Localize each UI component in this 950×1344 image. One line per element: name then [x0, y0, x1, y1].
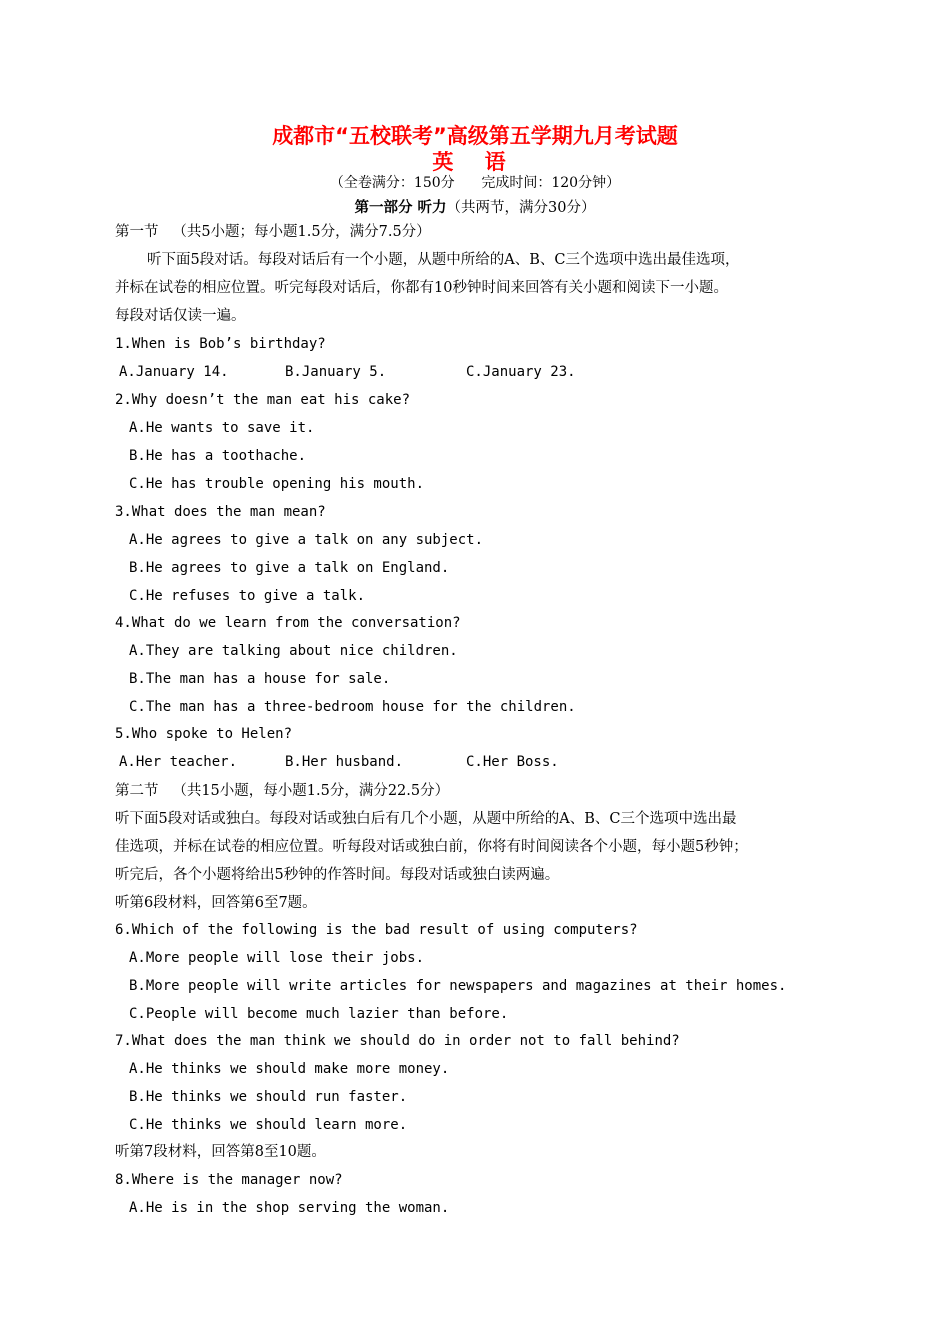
q6-option-a: A.More people will lose their jobs. [129, 950, 425, 966]
q5-option-a: A.Her teacher. [119, 754, 238, 770]
section2-instruction-2: 佳选项，并标在试卷的相应位置。听每段对话或独白前，你将有时间阅读各个小题，每小题5秒钟； [115, 839, 748, 855]
q5-option-c: C.Her Boss. [466, 754, 559, 770]
question-1: 1.When is Bob’s birthday? [115, 336, 326, 352]
question-1-options [119, 362, 849, 382]
question-5-options [119, 752, 849, 772]
q4-option-b: B.The man has a house for sale. [129, 671, 391, 687]
section1-instruction-2: 并标在试卷的相应位置。听完每段对话后，你都有10秒钟时间来回答有关小题和阅读下一小题。 [115, 280, 728, 296]
q5-option-b: B.Her husband. [285, 754, 404, 770]
q7-option-a: A.He thinks we should make more money. [129, 1061, 450, 1077]
material-6-note: 听第6段材料，回答第6至7题。 [115, 895, 317, 911]
part-title: 第一部分 听力 [354, 200, 447, 216]
q3-option-c: C.He refuses to give a talk. [129, 588, 366, 604]
section2-heading: 第二节 （共15小题，每小题1.5分，满分22.5分） [115, 783, 450, 799]
q4-option-a: A.They are talking about nice children. [129, 643, 458, 659]
part-one-heading [0, 198, 950, 218]
section2-instruction-3: 听完后，各个小题将给出5秒钟的作答时间。每段对话或独白读两遍。 [115, 867, 560, 883]
q6-option-c: C.People will become much lazier than before. [129, 1006, 509, 1022]
q7-option-b: B.He thinks we should run faster. [129, 1089, 408, 1105]
q3-option-b: B.He agrees to give a talk on England. [129, 560, 450, 576]
q1-option-a: A.January 14. [119, 364, 229, 380]
question-3: 3.What does the man mean? [115, 504, 326, 520]
section1-heading: 第一节 （共5小题；每小题1.5分，满分7.5分） [115, 224, 431, 240]
q6-option-b: B.More people will write articles for newspapers and magazines at their homes. [129, 978, 787, 994]
q2-option-a: A.He wants to save it. [129, 420, 315, 436]
section1-instruction-1: 听下面5段对话。每段对话后有一个小题，从题中所给的A、B、C三个选项中选出最佳选项， [147, 252, 740, 268]
question-6: 6.Which of the following is the bad result of using computers? [115, 922, 638, 938]
q2-option-c: C.He has trouble opening his mouth. [129, 476, 425, 492]
exam-subject: 英 语 [432, 150, 518, 174]
q8-option-a: A.He is in the shop serving the woman. [129, 1200, 450, 1216]
question-8: 8.Where is the manager now? [115, 1172, 343, 1188]
question-4: 4.What do we learn from the conversation? [115, 615, 461, 631]
q7-option-c: C.He thinks we should learn more. [129, 1117, 408, 1133]
material-7-note: 听第7段材料，回答第8至10题。 [115, 1144, 326, 1160]
exam-info: （全卷满分：150分 完成时间：120分钟） [329, 175, 621, 191]
q4-option-c: C.The man has a three-bedroom house for the children. [129, 699, 576, 715]
exam-title: 成都市“五校联考”高级第五学期九月考试题 [272, 124, 678, 148]
section2-instruction-1: 听下面5段对话或独白。每段对话或独白后有几个小题，从题中所给的A、B、C三个选项中选出最 [115, 811, 737, 827]
q3-option-a: A.He agrees to give a talk on any subject. [129, 532, 484, 548]
q1-option-b: B.January 5. [285, 364, 387, 380]
section1-instruction-3: 每段对话仅读一遍。 [115, 308, 246, 324]
question-2: 2.Why doesn’t the man eat his cake? [115, 392, 411, 408]
part-note: （共两节，满分30分） [446, 200, 596, 216]
q1-option-c: C.January 23. [466, 364, 576, 380]
q2-option-b: B.He has a toothache. [129, 448, 307, 464]
question-7: 7.What does the man think we should do in order not to fall behind? [115, 1033, 680, 1049]
question-5: 5.Who spoke to Helen? [115, 726, 293, 742]
